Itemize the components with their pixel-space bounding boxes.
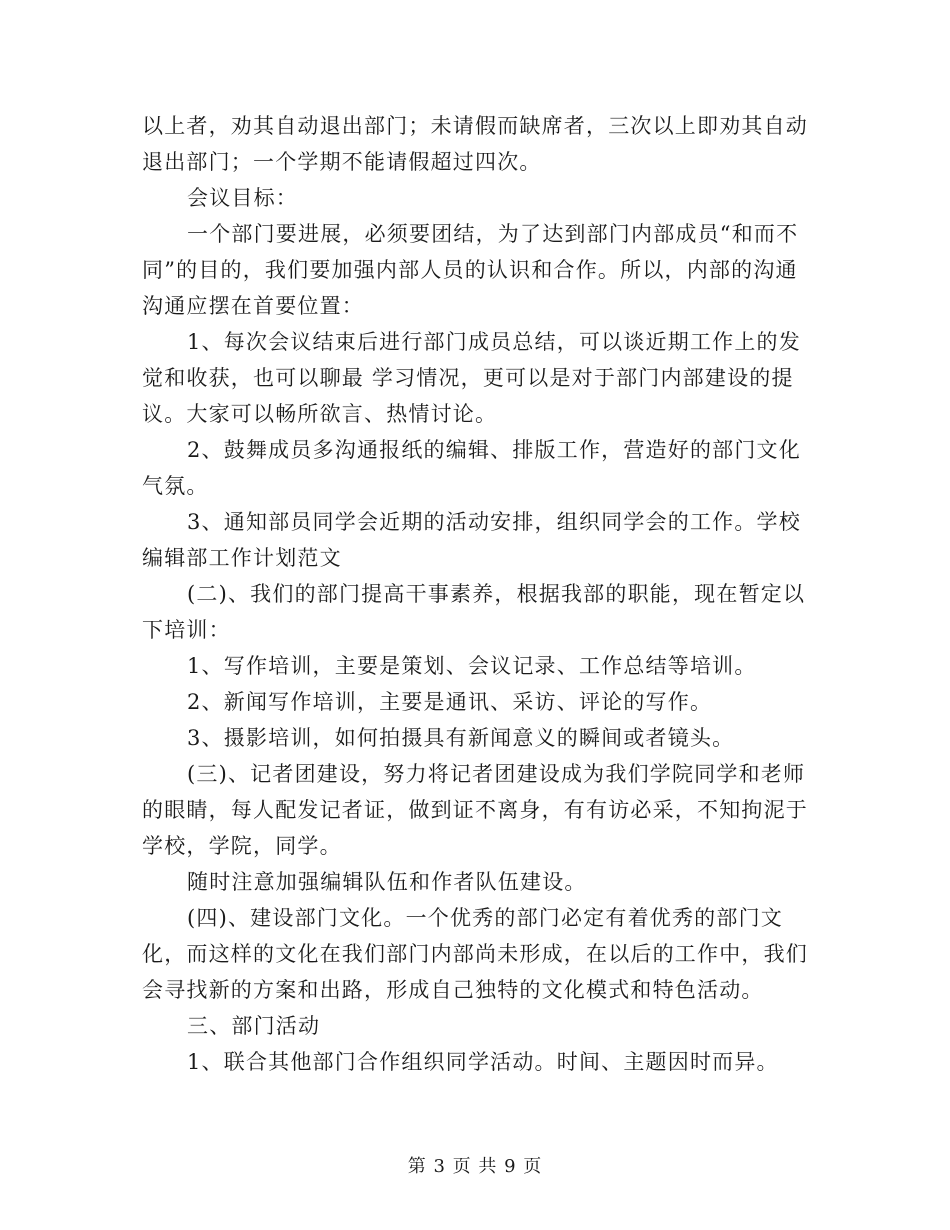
paragraph-3: 一个部门要进展，必须要团结，为了达到部门内部成员“和而不同”的目的，我们要加强内部人员的认识和合作。所以，内部的沟通沟通应摆在首要位置：	[142, 222, 799, 318]
paragraph-15: 1、联合其他部门合作组织同学活动。时间、主题因时而异。	[187, 1050, 779, 1074]
paragraph-10: 3、摄影培训，如何拍摄具有新闻意义的瞬间或者镜头。	[187, 726, 735, 750]
paragraph-8: 1、写作培训，主要是策划、会议记录、工作总结等培训。	[187, 654, 757, 678]
paragraph-12: 随时注意加强编辑队伍和作者队伍建设。	[187, 870, 587, 894]
paragraph-4: 1、每次会议结束后进行部门成员总结，可以谈近期工作上的发觉和收获，也可以聊最 学习情况，更可以是对于部门内部建设的提议。大家可以畅所欲言、热情讨论。	[142, 330, 801, 426]
paragraph-9: 2、新闻写作培训，主要是通讯、采访、评论的写作。	[187, 690, 713, 714]
paragraph-section-heading: 三、部门活动	[187, 1014, 321, 1038]
paragraph-13: (四)、建设部门文化。一个优秀的部门必定有着优秀的部门文化，而这样的文化在我们部门内部尚未形成，在以后的工作中，我们会寻找新的方案和出路，形成自己独特的文化模式和特色活动。	[142, 906, 808, 1002]
paragraph-meeting-goal-heading: 会议目标：	[187, 186, 298, 210]
paragraph-5: 2、鼓舞成员多沟通报纸的编辑、排版工作，营造好的部门文化气氛。	[142, 438, 801, 498]
paragraph-6: 3、通知部员同学会近期的活动安排，组织同学会的工作。学校编辑部工作计划范文	[142, 510, 801, 570]
paragraph-7: (二)、我们的部门提高干事素养，根据我部的职能，现在暂定以下培训：	[142, 582, 806, 642]
page-number-footer: 第 3 页 共 9 页	[407, 1156, 543, 1177]
paragraph-1: 以上者，劝其自动退出部门；未请假而缺席者，三次以上即劝其自动退出部门；一个学期不能请假超过四次。	[142, 114, 808, 174]
paragraph-11: (三)、记者团建设，努力将记者团建设成为我们学院同学和老师的眼睛，每人配发记者证，做到证不离身，有有访必采，不知拘泥于学校，学院，同学。	[142, 762, 808, 858]
document-body	[142, 108, 812, 1080]
